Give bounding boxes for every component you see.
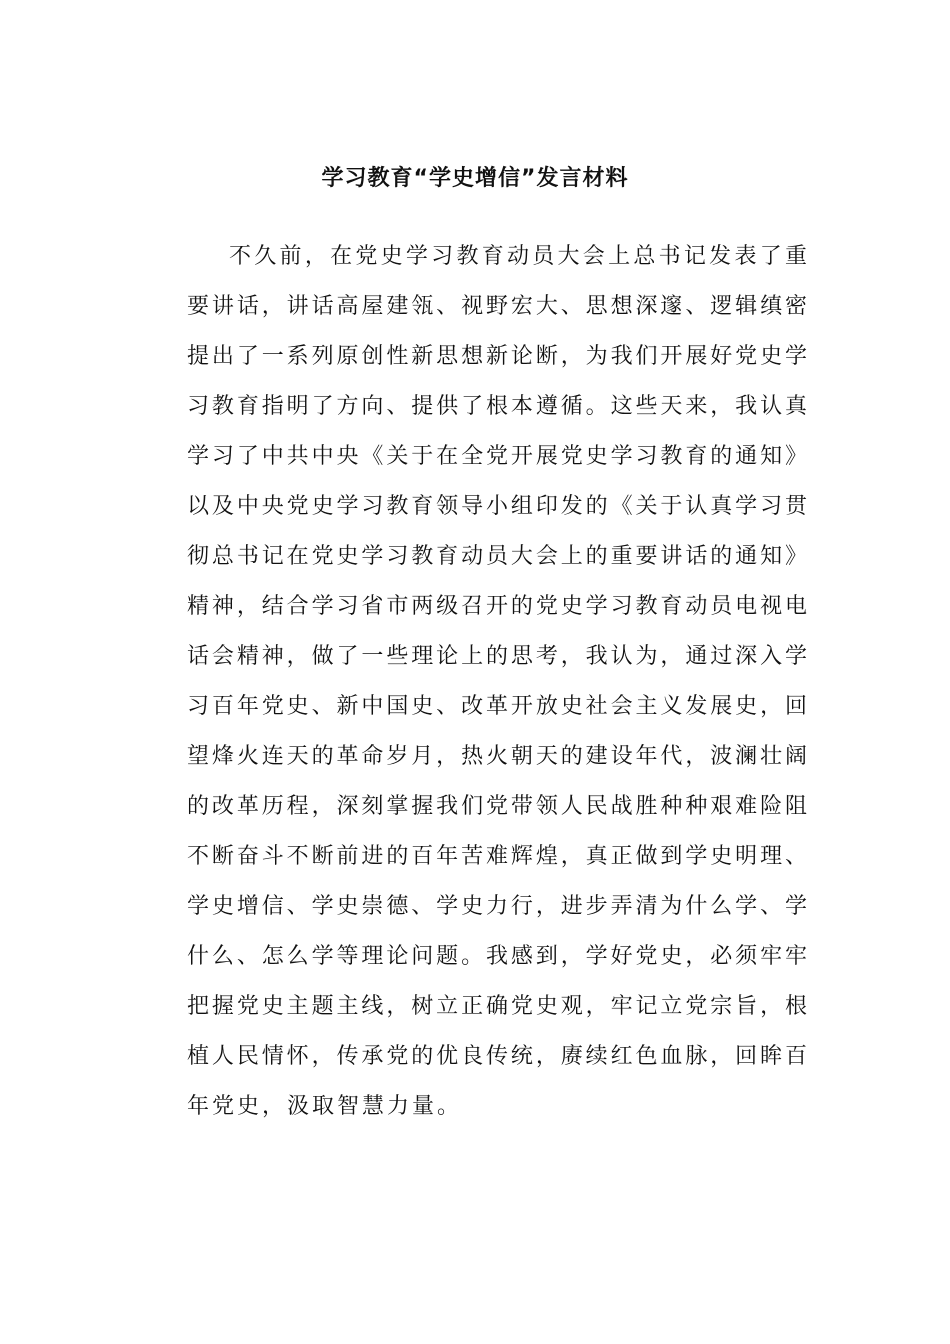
body-line: 学习了中共中央《关于在全党开展党史学习教育的通知》 [187, 444, 807, 469]
body-line: 话会精神，做了一些理论上的思考，我认为，通过深入学 [187, 644, 807, 669]
body-line: 要讲话，讲话高屋建瓴、视野宏大、思想深邃、逻辑缜密 [187, 294, 807, 319]
body-line: 以及中央党史学习教育领导小组印发的《关于认真学习贯 [187, 494, 807, 519]
body-line: 提出了一系列原创性新思想新论断，为我们开展好党史学 [187, 344, 807, 369]
body-line: 植人民情怀，传承党的优良传统，赓续红色血脉，回眸百 [187, 1044, 807, 1069]
document-title: 学习教育“学史增信”发言材料 [321, 166, 629, 191]
body-line: 望烽火连天的革命岁月，热火朝天的建设年代，波澜壮阔 [187, 744, 807, 769]
body-line: 精神，结合学习省市两级召开的党史学习教育动员电视电 [187, 594, 807, 619]
body-line: 习百年党史、新中国史、改革开放史社会主义发展史，回 [187, 694, 807, 719]
body-line: 彻总书记在党史学习教育动员大会上的重要讲话的通知》 [187, 544, 807, 569]
body-line: 年党史，汲取智慧力量。 [187, 1094, 463, 1119]
body-line: 习教育指明了方向、提供了根本遵循。这些天来，我认真 [187, 394, 807, 419]
body-line: 学史增信、学史崇德、学史力行，进步弄清为什么学、学 [187, 894, 807, 919]
body-line: 不断奋斗不断前进的百年苦难辉煌，真正做到学史明理、 [187, 844, 807, 869]
body-line: 不久前，在党史学习教育动员大会上总书记发表了重 [229, 244, 807, 269]
body-line: 的改革历程，深刻掌握我们党带领人民战胜种种艰难险阻 [187, 794, 807, 819]
body-line: 什么、怎么学等理论问题。我感到，学好党史，必须牢牢 [187, 944, 807, 969]
body-line: 把握党史主题主线，树立正确党史观，牢记立党宗旨，根 [187, 994, 807, 1019]
